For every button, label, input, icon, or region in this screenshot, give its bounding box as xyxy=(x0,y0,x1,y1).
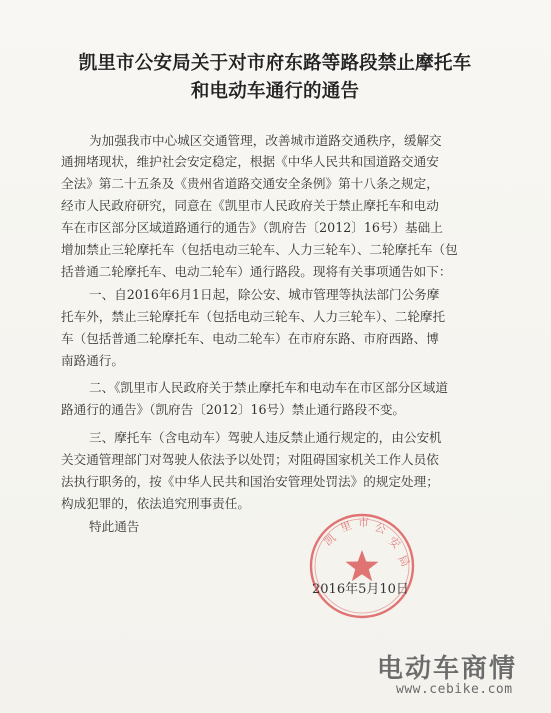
body-line: 通拥堵现状，维护社会安定稳定，根据《中华人民共和国道路交通安 xyxy=(61,154,439,169)
watermark-url: www.cebike.com xyxy=(396,682,513,697)
document-title xyxy=(40,50,510,106)
body-line: 二、《凯里市人民政府关于禁止摩托车和电动车在市区部分区域道 xyxy=(89,380,448,395)
body-line: 为加强我市中心城区交通管理，改善城市道路交通秩序，缓解交 xyxy=(89,133,442,148)
body-line: 车（包括普通二轮摩托车、电动二轮车）在市府东路、市府西路、博 xyxy=(61,331,439,346)
svg-text:安: 安 xyxy=(386,534,403,552)
svg-text:市: 市 xyxy=(358,516,369,529)
body-line: 车在市区部分区域道路通行的通告》（凯府告〔2012〕16号）基础上 xyxy=(61,220,443,235)
svg-text:公: 公 xyxy=(372,520,388,537)
body-line: 全法》第二十五条及《贵州省道路交通安全条例》第十八条之规定， xyxy=(61,176,439,191)
closing-text: 特此通告 xyxy=(89,519,140,534)
body-line: 经市人民政府研究，同意在《凯里市人民政府关于禁止摩托车和电动 xyxy=(61,198,439,213)
body-line: 南路通行。 xyxy=(61,353,124,368)
svg-text:里: 里 xyxy=(338,518,354,535)
body-line: 一、自2016年6月1日起，除公安、城市管理等执法部门公务摩 xyxy=(89,287,440,302)
title-line-1: 凯里市公安局关于对市府东路等路段禁止摩托车 xyxy=(78,53,472,74)
official-seal xyxy=(306,510,418,622)
body-line: 构成犯罪的，依法追究刑事责任。 xyxy=(61,496,250,511)
body-line: 关交通管理部门对驾驶人依法予以处罚；对阻碍国家机关工作人员依 xyxy=(61,452,439,467)
body-line: 括普通二轮摩托车、电动二轮车）通行路段。现将有关事项通告如下： xyxy=(61,264,452,279)
body-line: 托车外，禁止三轮摩托车（包括电动三轮车、人力三轮车）、二轮摩托 xyxy=(61,309,446,324)
document-date: 2016年5月10日 xyxy=(312,582,409,597)
title-line-2: 和电动车通行的通告 xyxy=(190,81,360,102)
svg-text:凯: 凯 xyxy=(321,531,339,549)
body-line: 三、摩托车（含电动车）驾驶人违反禁止通行规定的，由公安机 xyxy=(89,430,442,445)
body-line: 法执行职务的，按《中华人民共和国治安管理处罚法》的规定处理； xyxy=(61,474,439,489)
body-line: 增加禁止三轮摩托车（包括电动三轮车、人力三轮车）、二轮摩托车（包 xyxy=(61,242,458,257)
body-line: 路通行的通告》（凯府告〔2012〕16号）禁止通行路段不变。 xyxy=(61,402,406,417)
svg-text:局: 局 xyxy=(395,553,413,570)
watermark-brand: 电动车商情 xyxy=(377,654,518,684)
